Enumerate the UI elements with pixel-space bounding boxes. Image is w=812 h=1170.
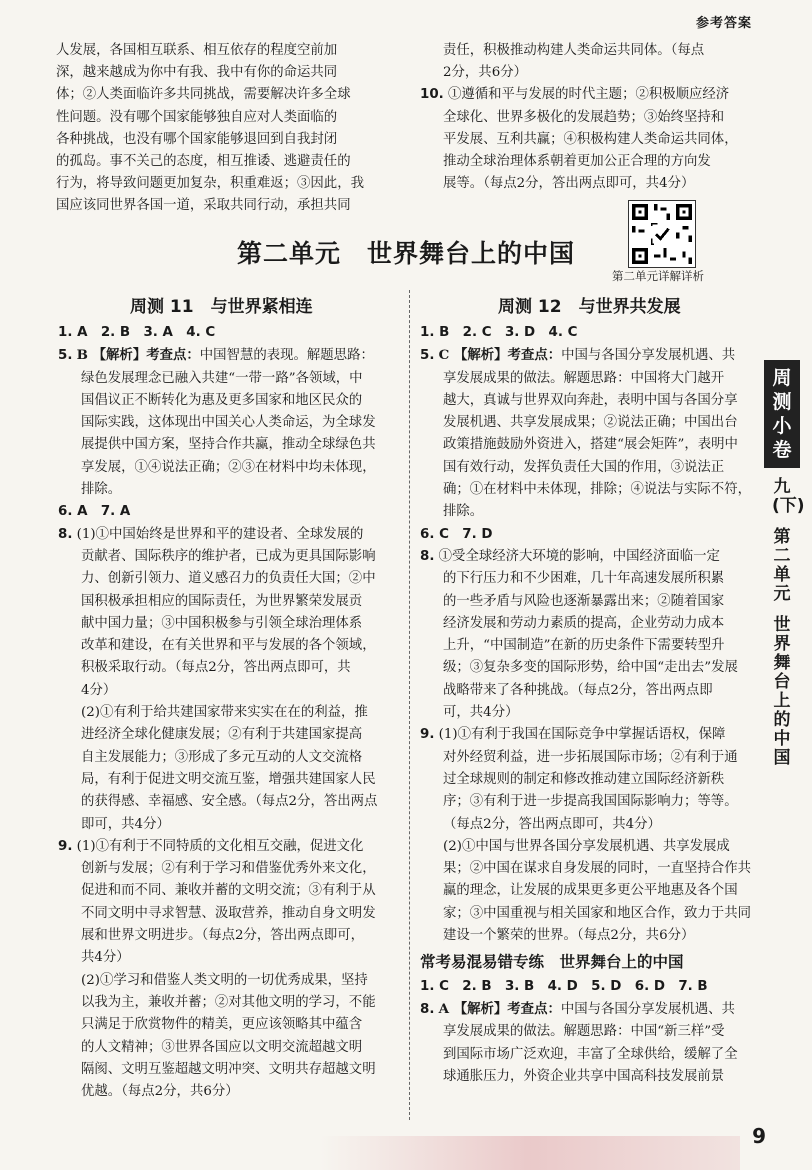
answers-6-7: 6. C 7. D [420,526,493,542]
unit-title: 第二单元 世界舞台上的中国 [236,239,575,268]
text-line: 过全球规则的制定和修改推动建立国际经济新秩 [443,771,725,787]
side-tab [760,360,805,768]
text-line: 政策措施鼓励外资进入，搭建“展会矩阵”，表明中 [443,437,738,453]
text-line: 发展机遇、共享发展成果；②说法正确；中国出台 [443,415,738,431]
text-line: 级；③复杂多变的国际形势，给中国“走出去”发展 [443,660,738,676]
text-line: 展和世界文明进步。（每点2分，答出两点即可， [81,928,365,944]
text-line: 即可，共4分） [81,816,170,832]
answers-6-7: 6. A 7. A [58,504,131,520]
text-line: 国积极承担相应的国际责任，为世界繁荣发展贡 [81,593,363,609]
text-line: 推动全球治理体系朝着更加公正合理的方向发 [443,154,711,170]
section-title-week11: 周测 11 与世界紧相连 [130,297,313,317]
text-line: 自主发展能力；③形成了多元互动的人文交流格 [81,749,363,765]
text-line: 以我为主，兼收并蓄；②对其他文明的学习，不能 [81,994,376,1010]
text-line: 全球化、世界多极化的发展趋势；③始终坚持和 [443,109,725,125]
question-5: 5. B 【解析】考查点：中国智慧的表现。解题思路： [58,347,374,364]
text-line: 排除。 [81,482,122,498]
text-line: 国应该同世界各国一道，采取共同行动，承担共同 [56,198,351,214]
question-8: 8. (1)①中国始终是世界和平的建设者、全球发展的 [58,526,364,542]
text-line: 展等。（每点2分，答出两点即可，共4分） [443,176,695,192]
text-line: 国际实践，这体现出中国关心人类命运，为全球发 [81,415,376,431]
column-divider [409,290,410,1120]
text-line: 越大，真诚与世界双向奔赴，表明中国与各国分享 [443,392,738,408]
text-line: 优越。（每点2分，共6分） [81,1084,239,1100]
text-line: 共4分） [81,950,130,966]
text-line: 的一些矛盾与风险也逐渐暴露出来；②随着国家 [443,593,725,609]
text-line: (2)①有利于给共建国家带来实实在在的利益，推 [81,705,368,721]
text-line: 国有效行动，发挥负责任大国的作用，③说法正 [443,459,725,475]
mistakes-practice-title: 常考易混易错专练 世界舞台上的中国 [420,953,684,972]
text-line: 深，越来越成为你中有我、我中有你的命运共同 [56,65,338,81]
text-line: 人发展，各国相互联系、相互依存的程度空前加 [56,43,338,58]
text-line: 国倡议正不断转化为惠及更多国家和地区民众的 [81,392,363,408]
text-line: 4分） [81,682,117,698]
side-tab-unit: 第二单元 [773,527,791,604]
text-line: 的获得感、幸福感、安全感。（每点2分，答出两点 [81,794,378,810]
page-edge-stain [320,1136,740,1170]
text-line: 上升，“中国制造”在新的历史条件下需要转型升 [443,638,725,654]
text-line: 确；①在材料中未体现，排除；④说法与实际不符， [443,482,751,498]
text-line: 的下行压力和不少困难，几十年高速发展所积累 [443,571,725,587]
text-line: （每点2分，答出两点即可，共4分） [443,816,661,832]
text-line: 享发展，①④说法正确；②③在材料中均未体现， [81,459,376,475]
page-number: 9 [752,1124,766,1148]
text-line: 体；②人类面临许多共同挑战，需要解决许多全球 [56,87,351,103]
top-right-text [420,40,760,195]
side-tab-grade: 九(下) [772,477,805,516]
text-line: 局，有利于促进文明交流互鉴，增强共建国家人民 [81,771,376,787]
question-9: 9. (1)①有利于我国在国际竞争中掌握话语权，保障 [420,727,726,743]
text-line: 性问题。没有哪个国家能够独自应对人类面临的 [56,109,338,125]
text-line: 建设一个繁荣的世界。（每点2分，共6分） [443,928,695,944]
text-line: 对外经贸利益，进一步拓展国际市场；②有利于通 [443,749,738,765]
text-line: 到国际市场广泛欢迎，丰富了全球供给，缓解了全 [443,1046,738,1062]
text-line: 促进和而不同、兼收并蓄的文明交流；③有利于从 [81,883,376,899]
mistakes-question-8: 8. A 【解析】考查点：中国与各国分享发展机遇、共 [420,1000,735,1017]
text-line: 积极采取行动。（每点2分，答出两点即可，共 [81,660,351,676]
text-line: 各种挑战，也没有哪个国家能够退回到自我封闭 [56,131,338,147]
text-line: 绿色发展理念已融入共建“一带一路”各领域，中 [81,370,363,386]
text-line: (2)①中国与世界各国分享发展机遇、共享发展成 [443,838,730,854]
text-line: 展提供中国方案，坚持合作共赢，推动全球绿色共 [81,437,376,453]
text-line: 战略带来了各种挑战。（每点2分，答出两点即 [443,682,713,698]
qr-caption: 第二单元详解详析 [612,269,704,283]
text-line: 责任，积极推动构建人类命运共同体。（每点 [443,43,705,58]
section-title-week12: 周测 12 与世界共发展 [498,297,681,317]
text-line: 2分，共6分） [443,65,527,81]
mistakes-answers-1-7: 1. C 2. B 3. B 4. D 5. D 6. D 7. B [420,978,708,994]
text-line: (2)①学习和借鉴人类文明的一切优秀成果，坚持 [81,972,368,988]
question-9: 9. (1)①有利于不同特质的文化相互交融，促进文化 [58,838,364,854]
text-line: 平发展、互利共赢；④积极构建人类命运共同体， [443,131,738,147]
answers-1-4: 1. B 2. C 3. D 4. C [420,325,578,340]
side-tab-unit-title: 世界舞台上的中国 [773,615,791,768]
text-line: 的孤岛。事不关己的态度，相互推诿、逃避责任的 [56,154,351,170]
answers-1-4: 1. A 2. B 3. A 4. C [58,325,216,340]
side-tab-box-text: 周测小卷 [772,367,792,461]
left-column [58,322,402,1103]
running-header: 参考答案 [695,16,752,31]
question-10: 10. ①遵循和平与发展的时代主题；②积极顺应经济 [420,87,730,103]
text-line: 果；②中国在谋求自身发展的同时，一直坚持合作共 [443,861,751,877]
text-line: 只满足于欣赏物件的精美，更应该领略其中蕴含 [81,1017,363,1033]
text-line: 排除。 [443,504,484,520]
text-line: 赢的理念，让发展的成果更多更公平地惠及各个国 [443,883,738,899]
question-8: 8. ①受全球经济大环境的影响，中国经济面临一定 [420,548,720,564]
text-line: 改革和建设，在有关世界和平与发展的各个领域， [81,638,376,654]
text-line: 力、创新引领力、道义感召力的负责任大国；②中 [81,571,376,587]
side-tab-box [764,360,800,468]
text-line: 不同文明中寻求智慧、汲取营养，推动自身文明发 [81,905,376,921]
text-line: 行为，将导致问题更加复杂，积重难返；③因此，我 [56,176,364,192]
text-line: 献中国力量；③中国积极参与引领全球治理体系 [81,615,363,631]
text-line: 贡献者、国际秩序的维护者，已成为更具国际影响 [81,548,376,564]
text-line: 经济发展和劳动力素质的提高，企业劳动力成本 [443,615,725,631]
right-column [420,322,754,1088]
text-line: 隔阂、文明互鉴超越文明冲突、文明共存超越文明 [81,1061,376,1077]
top-left-text [56,40,408,218]
qr-code-icon[interactable] [628,200,696,268]
text-line: 享发展成果的做法。解题思路：中国将大门越开 [443,370,725,386]
text-line: 球通胀压力，外资企业共享中国高科技发展前景 [443,1068,725,1084]
question-5: 5. C 【解析】考查点：中国与各国分享发展机遇、共 [420,347,736,364]
text-line: 可，共4分） [443,705,519,721]
text-line: 享发展成果的做法。解题思路：中国“新三样”受 [443,1024,725,1040]
text-line: 创新与发展；②有利于学习和借鉴优秀外来文化， [81,861,376,877]
text-line: 的人文精神；③世界各国应以文明交流超越文明 [81,1039,363,1055]
text-line: 序；③有利于进一步提高我国国际影响力；等等。 [443,794,738,810]
text-line: 家；③中国重视与相关国家和地区合作，致力于共同 [443,905,751,921]
text-line: 进经济全球化健康发展；②有利于共建国家提高 [81,727,363,743]
